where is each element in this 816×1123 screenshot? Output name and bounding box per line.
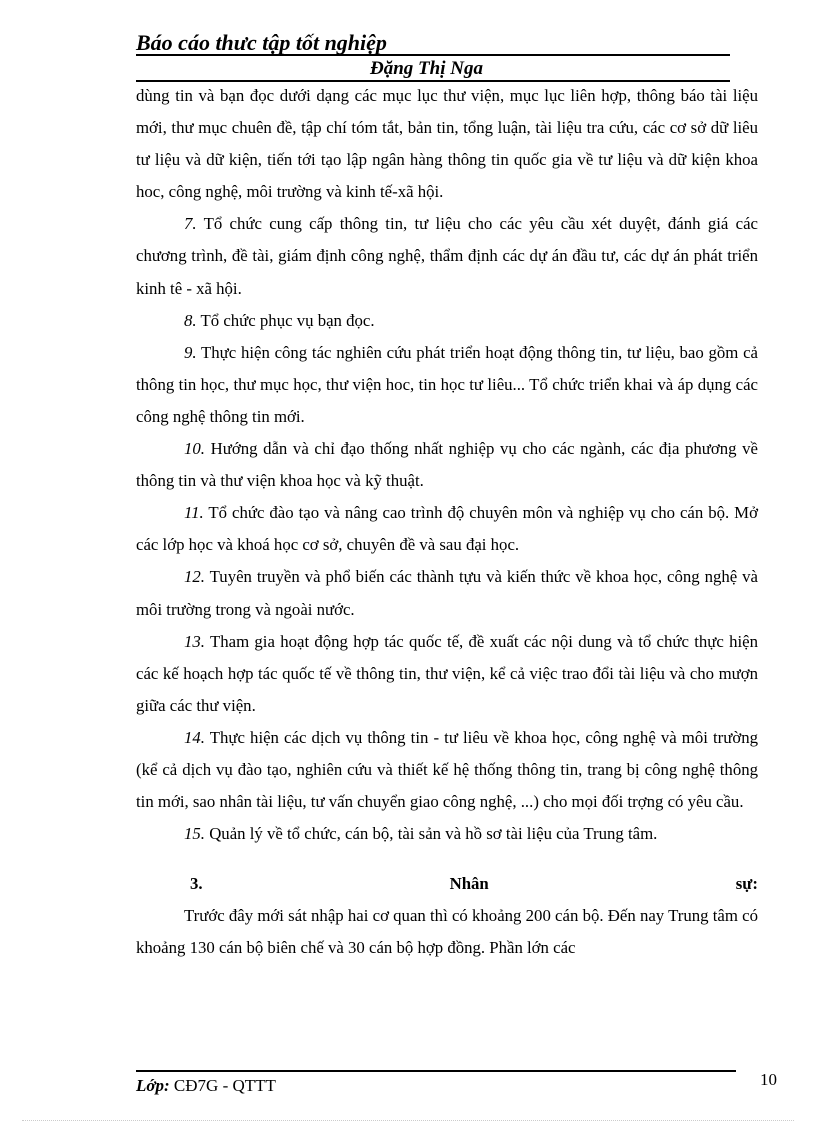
header-author: Đặng Thị Nga bbox=[370, 58, 483, 79]
item-number: 13. bbox=[184, 631, 205, 651]
item-number: 9. bbox=[184, 342, 197, 362]
paragraph-text: Quản lý về tổ chức, cán bộ, tài sản và hồ sơ tài liệu của Trung tâm. bbox=[209, 824, 658, 844]
paragraph-item-7 bbox=[136, 208, 758, 304]
item-number: 14. bbox=[184, 727, 205, 747]
footer-class-value: CĐ7G - QTTT bbox=[169, 1076, 276, 1095]
paragraph-text: Tuyên truyền và phổ biến các thành tựu và kiến thức về khoa học, công nghệ và môi trường trong và ngoài nước. bbox=[136, 567, 758, 619]
paragraph-item-12 bbox=[136, 561, 758, 625]
paragraph-text: Tổ chức cung cấp thông tin, tư liệu cho các yêu cầu xét duyệt, đánh giá các chương trình, đề tài, giám định công nghệ, thẩm định các dự án đầu tư, các dự án phát triển kinh tê - xã hội. bbox=[136, 214, 758, 298]
paragraph-text: Hướng dẫn và chỉ đạo thống nhất nghiệp vụ cho các ngành, các địa phương về thông tin và thư viện khoa học và kỹ thuật. bbox=[136, 439, 759, 491]
item-number: 10. bbox=[184, 439, 205, 459]
item-number: 8. bbox=[184, 310, 197, 330]
header-rule bbox=[136, 54, 730, 56]
paragraph-item-9 bbox=[136, 337, 758, 433]
footer-class-label: Lớp: bbox=[136, 1076, 170, 1095]
paragraph-continued bbox=[136, 80, 758, 208]
paragraph-item-15 bbox=[136, 818, 758, 850]
section-title-word: Nhân bbox=[449, 874, 489, 894]
section-title-word: sự: bbox=[735, 874, 758, 894]
closing-paragraph bbox=[136, 900, 758, 964]
item-number: 15. bbox=[184, 824, 205, 844]
paragraph-item-13 bbox=[136, 626, 758, 722]
item-number: 12. bbox=[184, 567, 205, 587]
paragraph-item-14 bbox=[136, 722, 758, 818]
paragraph-text: Tổ chức đào tạo và nâng cao trình độ chuyên môn và nghiệp vụ cho cán bộ. Mở các lớp học và khoá học cơ sở, chuyên đề và sau đại học. bbox=[136, 503, 758, 555]
paragraph-text: dùng tin và bạn đọc dưới dạng các mục lục thư viện, mục lục liên hợp, thông báo tài liệu mới, thư mục chuên đề, tập chí tóm tắt, bản tin, tổng luận, tài liệu tra cứu, các cơ sở dữ liêu tư liệu và dữ kiện, tiến tới tạo lập ngân hàng thông tin quốc gia về tư liệu và dữ kiện khoa hoc, công nghệ, môi trường và kinh tế-xã hội. bbox=[136, 86, 758, 202]
page-number: 10 bbox=[760, 1070, 777, 1089]
page-edge bbox=[22, 1120, 794, 1121]
footer-class bbox=[136, 1076, 276, 1096]
item-number: 7. bbox=[184, 214, 197, 234]
paragraph-text: Tổ chức phục vụ bạn đọc. bbox=[200, 310, 375, 330]
section-heading bbox=[136, 868, 758, 900]
header-title: Báo cáo thưc tập tốt nghiệp bbox=[136, 30, 387, 55]
footer-rule bbox=[136, 1070, 736, 1072]
paragraph-item-8 bbox=[136, 305, 758, 337]
item-number: 11. bbox=[184, 503, 204, 523]
paragraph-item-11 bbox=[136, 497, 758, 561]
paragraph-item-10 bbox=[136, 433, 758, 497]
section-number: 3. bbox=[190, 874, 203, 894]
body-text bbox=[136, 80, 758, 965]
paragraph-text: Trước đây mới sát nhập hai cơ quan thì có khoảng 200 cán bộ. Đến nay Trung tâm có khoảng 130 cán bộ biên chế và 30 cán bộ hợp đồng. Phần lớn các bbox=[136, 906, 758, 958]
paragraph-text: Thực hiện các dịch vụ thông tin - tư liêu về khoa học, công nghệ và môi trường (kể cả dịch vụ đào tạo, nghiên cứu và thiết kế hệ thống thông tin, trang bị công nghệ thông tin mới, sao nhân tài liệu, tư vấn chuyển giao công nghệ, ...) cho mọi đối trợng có yêu cầu. bbox=[136, 727, 758, 812]
paragraph-text: Tham gia hoạt động hợp tác quốc tế, đề xuất các nội dung và tổ chức thực hiện các kế hoạch hợp tác quốc tế về thông tin, thư viện, kể cả việc trao đổi tài liệu và cho mượn giữa các thư viện. bbox=[136, 631, 758, 715]
paragraph-text: Thực hiện công tác nghiên cứu phát triển hoạt động thông tin, tư liệu, bao gồm cả thông tin học, thư mục học, thư viện hoc, tin học tư liêu... Tổ chức triển khai và áp dụng các công nghệ thông tin mới. bbox=[136, 342, 758, 426]
